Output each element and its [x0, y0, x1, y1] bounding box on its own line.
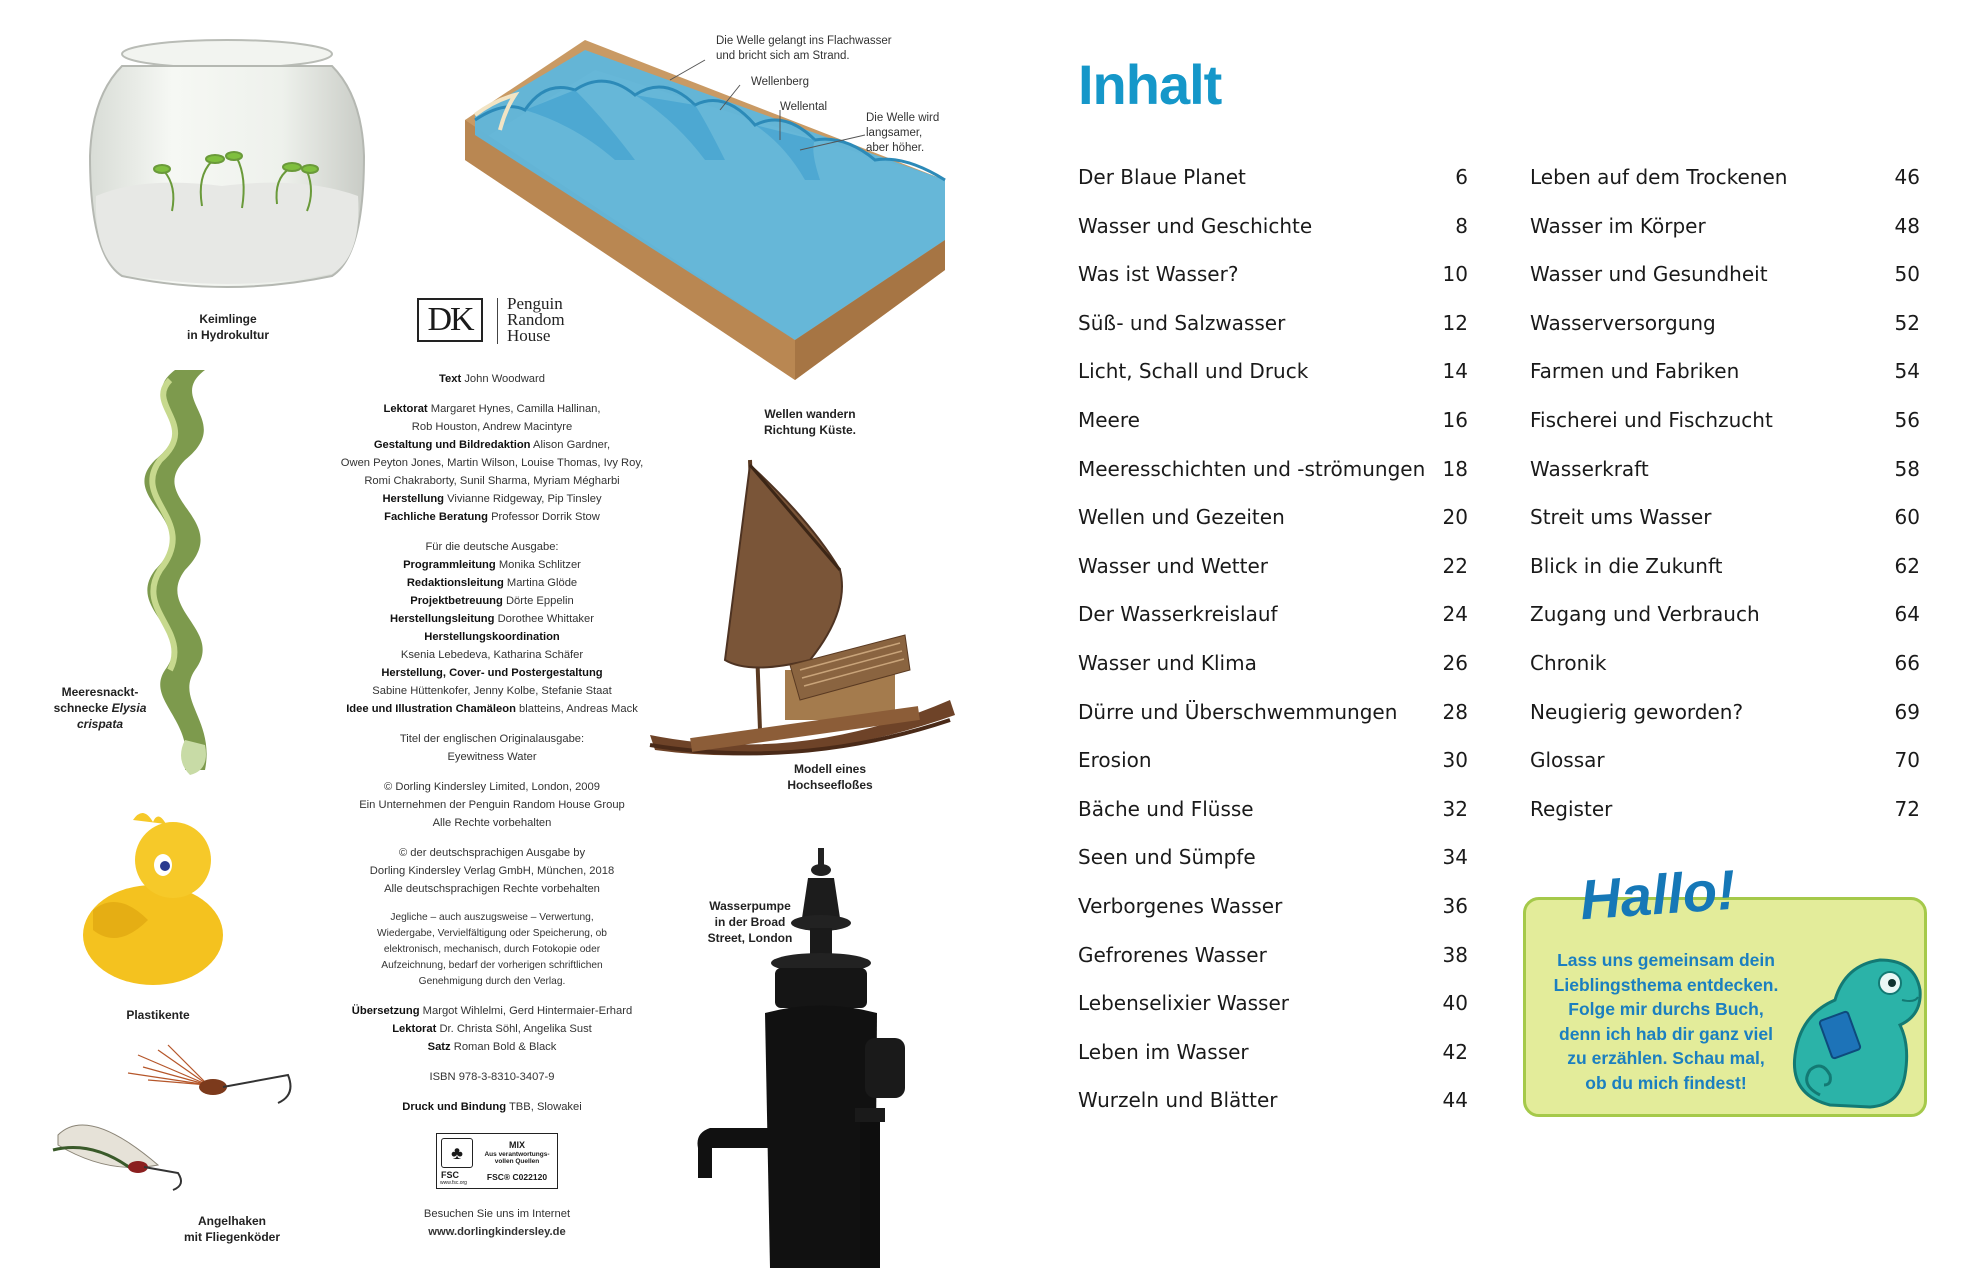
- sea-slug-caption: Meeresnackt- schnecke Elysia crispata: [53, 685, 147, 731]
- imprint-value: Dr. Christa Söhl, Angelika Sust: [439, 1023, 592, 1035]
- toc-entry[interactable]: [1530, 505, 1920, 554]
- toc-entry[interactable]: [1530, 214, 1920, 263]
- toc-entry-page: 40: [1442, 991, 1468, 1016]
- imprint-author: Text John Woodward: [439, 373, 545, 385]
- imprint-value: Professor Dorrik Stow: [491, 511, 600, 523]
- toc-entry[interactable]: [1078, 408, 1468, 457]
- toc-entry[interactable]: [1078, 1040, 1468, 1089]
- toc-entry[interactable]: [1530, 748, 1920, 797]
- toc-entry[interactable]: [1530, 602, 1920, 651]
- toc-entry-title: Der Blaue Planet: [1078, 165, 1246, 189]
- pump-caption: Wasserpumpe in der Broad Street, London: [707, 899, 793, 945]
- fsc-logo: [436, 1133, 558, 1189]
- toc-entry-page: 44: [1442, 1088, 1468, 1113]
- imprint-value: Monika Schlitzer: [498, 559, 581, 571]
- imprint-label: Herstellungskoordination: [424, 631, 560, 643]
- imprint-line: [322, 1002, 662, 1020]
- imprint-line: [322, 592, 662, 610]
- imprint-value: Alison Gardner,: [533, 439, 611, 451]
- waves-caption: Wellen wandern Richtung Küste.: [764, 407, 856, 437]
- toc-entry[interactable]: [1078, 651, 1468, 700]
- imprint-value: Dorothee Whittaker: [497, 613, 594, 625]
- toc-entry[interactable]: [1078, 505, 1468, 554]
- annotation-shallow-water: Die Welle gelangt ins Flachwasser und bricht sich am Strand.: [716, 35, 892, 62]
- toc-entry-page: 52: [1894, 310, 1920, 335]
- toc-entry-title: Wasser im Körper: [1530, 213, 1706, 238]
- seedling-jar-illustration: [82, 36, 372, 296]
- imprint-label: Gestaltung und Bildredaktion: [373, 439, 531, 451]
- toc-entry-title: Meeresschichten und -strömungen: [1078, 456, 1426, 481]
- toc-entry-title: Wasserkraft: [1530, 456, 1649, 481]
- toc-entry-title: Seen und Sümpfe: [1078, 845, 1256, 870]
- imprint-label: Redaktionsleitung: [406, 577, 504, 589]
- toc-entry-page: 30: [1442, 748, 1468, 773]
- imprint-isbn: ISBN 978-3-8310-3407-9: [429, 1071, 555, 1083]
- imprint-value: Roman Bold & Black: [453, 1041, 557, 1053]
- page-title: Inhalt: [1078, 53, 1222, 116]
- toc-entry-title: Wasser und Geschichte: [1078, 213, 1313, 238]
- toc-entry-page: 50: [1894, 262, 1920, 287]
- chameleon-mascot-icon: [1790, 945, 1930, 1115]
- toc-entry-title: Register: [1530, 796, 1613, 821]
- toc-entry-title: Bäche und Flüsse: [1078, 796, 1254, 821]
- imprint-line: [322, 646, 662, 664]
- imprint-original-title: Titel der englischen Originalausgabe: Eyewitness Water: [399, 733, 585, 763]
- toc-entry-title: Gefrorenes Wasser: [1078, 942, 1267, 967]
- toc-entry[interactable]: [1078, 262, 1468, 311]
- toc-entry-page: 32: [1442, 796, 1468, 821]
- imprint-line: [322, 472, 662, 490]
- fsc-site: www.fsc.org: [440, 1180, 467, 1186]
- toc-entry[interactable]: [1078, 1088, 1468, 1137]
- toc-entry-page: 60: [1894, 505, 1920, 530]
- toc-entry-page: 20: [1442, 505, 1468, 530]
- imprint-value: Romi Chakraborty, Sunil Sharma, Myriam Mégharbi: [364, 475, 620, 487]
- toc-entry[interactable]: [1078, 554, 1468, 603]
- imprint-line: [322, 574, 662, 592]
- toc-entry-title: Glossar: [1530, 748, 1605, 773]
- toc-entry-page: 14: [1442, 359, 1468, 384]
- toc-entry[interactable]: [1530, 311, 1920, 360]
- imprint-value: Sabine Hüttenkofer, Jenny Kolbe, Stefanie Staat: [372, 685, 612, 697]
- toc-entry[interactable]: [1078, 845, 1468, 894]
- toc-entry-title: Leben auf dem Trockenen: [1530, 165, 1788, 189]
- toc-entry-page: 70: [1894, 748, 1920, 773]
- toc-entry-title: Licht, Schall und Druck: [1078, 359, 1309, 384]
- fsc-tree-icon: ♣: [441, 1138, 473, 1168]
- toc-entry-title: Fischerei und Fischzucht: [1530, 407, 1773, 432]
- fsc-brand: FSC: [441, 1170, 459, 1180]
- imprint-line: [322, 556, 662, 574]
- rubber-duck-illustration: [78, 810, 228, 990]
- imprint-line: [322, 628, 662, 646]
- toc-entry-page: 72: [1894, 796, 1920, 821]
- toc-entry[interactable]: [1530, 700, 1920, 749]
- imprint-label: Herstellung: [382, 493, 444, 505]
- imprint-line: [322, 454, 662, 472]
- toc-entry-title: Wasserversorgung: [1530, 310, 1716, 335]
- imprint-label: Übersetzung: [351, 1005, 420, 1017]
- fishing-fly-caption: Angelhaken mit Fliegenköder: [183, 1214, 281, 1244]
- toc-entry[interactable]: [1530, 408, 1920, 457]
- imprint-block: [322, 370, 662, 1128]
- fishing-fly-illustration: [48, 1045, 298, 1205]
- toc-entry-title: Leben im Wasser: [1078, 1039, 1249, 1064]
- toc-entry-title: Farmen und Fabriken: [1530, 359, 1740, 384]
- toc-entry-title: Meere: [1078, 407, 1140, 432]
- imprint-label: Projektbetreuung: [410, 595, 503, 607]
- toc-entry-title: Verborgenes Wasser: [1078, 893, 1283, 918]
- toc-entry-page: 22: [1442, 553, 1468, 578]
- imprint-value: Ksenia Lebedeva, Katharina Schäfer: [400, 649, 584, 661]
- toc-entry-page: 64: [1894, 602, 1920, 627]
- imprint-line: [322, 1038, 662, 1056]
- seedlings-caption: Keimlinge in Hydrokultur: [186, 312, 269, 342]
- toc-entry-title: Wellen und Gezeiten: [1078, 505, 1285, 530]
- toc-entry-page: 6: [1455, 165, 1468, 189]
- imprint-copyright-uk: © Dorling Kindersley Limited, London, 2009 Ein Unternehmen der Penguin Random House Group Alle Rechte vorbehalten: [359, 781, 625, 829]
- toc-entry-title: Der Wasserkreislauf: [1078, 602, 1278, 627]
- toc-entry-page: 16: [1442, 407, 1468, 432]
- imprint-line: [322, 418, 662, 436]
- toc-entry[interactable]: [1530, 797, 1920, 846]
- toc-entry-page: 62: [1894, 553, 1920, 578]
- toc-entry-page: 8: [1455, 213, 1468, 238]
- toc-entry-title: Was ist Wasser?: [1078, 262, 1239, 287]
- toc-entry[interactable]: [1078, 311, 1468, 360]
- raft-illustration: [650, 460, 960, 765]
- imprint-label: Lektorat: [392, 1023, 437, 1035]
- toc-entry[interactable]: [1078, 214, 1468, 263]
- fsc-mix: MIX: [508, 1140, 525, 1150]
- hallo-title: Hallo!: [1577, 857, 1738, 932]
- imprint-value: Rob Houston, Andrew Macintyre: [411, 421, 573, 433]
- toc-entry-page: 48: [1894, 213, 1920, 238]
- penguin-random-house-logo: Penguin Random House: [507, 294, 565, 345]
- toc-entry[interactable]: [1530, 262, 1920, 311]
- toc-entry[interactable]: [1530, 165, 1920, 214]
- toc-entry[interactable]: [1530, 554, 1920, 603]
- imprint-group2: Für die deutsche Ausgabe: Programmleitung Monika Schlitzer Redaktionsleitung Martina Glöde Projektbetreuung Dörte Eppelin Herstellungsleitung Dorothee Whittaker Herstellungskoordination Ksenia Lebedeva, Katharina Schäfer Herstellung, Cover- und Postergestaltung Sabine Hüttenkofer, Jenny Kolbe, Stefanie Staat Idee und Illustration Chamäleon blatteins, Andreas Mack: [322, 538, 662, 718]
- imprint-label: Herstellung, Cover- und Postergestaltung: [381, 667, 603, 679]
- web-note: Besuchen Sie uns im Internet www.dorlingkindersley.de: [423, 1208, 571, 1238]
- toc-entry-page: 58: [1894, 456, 1920, 481]
- raft-caption: Modell eines Hochseefloßes: [787, 762, 873, 792]
- toc-entry-title: Blick in die Zukunft: [1530, 553, 1723, 578]
- toc-entry-page: 10: [1442, 262, 1468, 287]
- annotation-wave-crest: Wellenberg: [751, 76, 809, 88]
- toc-entry[interactable]: [1078, 165, 1468, 214]
- toc-entry-title: Zugang und Verbrauch: [1530, 602, 1760, 627]
- toc-entry-page: 18: [1442, 456, 1468, 481]
- duck-caption: Plastikente: [126, 1008, 190, 1022]
- toc-entry-page: 46: [1894, 165, 1920, 189]
- toc-entry[interactable]: [1078, 602, 1468, 651]
- toc-entry-title: Chronik: [1530, 650, 1607, 675]
- toc-entry[interactable]: [1078, 991, 1468, 1040]
- toc-entry-page: 34: [1442, 845, 1468, 870]
- toc-entry[interactable]: [1078, 359, 1468, 408]
- toc-entry[interactable]: [1078, 894, 1468, 943]
- toc-entry-page: 36: [1442, 893, 1468, 918]
- imprint-label: Herstellungsleitung: [390, 613, 495, 625]
- toc-entry[interactable]: [1530, 651, 1920, 700]
- toc-entry-title: Streit ums Wasser: [1530, 505, 1712, 530]
- toc-entry-title: Wurzeln und Blätter: [1078, 1088, 1278, 1113]
- annotation-wave-trough: Wellental: [780, 101, 828, 113]
- imprint-value: blatteins, Andreas Mack: [519, 703, 638, 715]
- toc-entry-page: 56: [1894, 407, 1920, 432]
- toc-entry-page: 28: [1442, 699, 1468, 724]
- imprint-value: Margot Wihlelmi, Gerd Hintermaier-Erhard: [422, 1005, 633, 1017]
- imprint-print: Druck und Bindung TBB, Slowakei: [402, 1101, 582, 1113]
- fsc-desc: Aus verantwortungs- vollen Quellen: [484, 1151, 550, 1165]
- imprint-label: Fachliche Beratung: [384, 511, 488, 523]
- imprint-line: [322, 400, 662, 418]
- toc-entry-page: 69: [1894, 699, 1920, 724]
- imprint-value: Martina Glöde: [506, 577, 578, 589]
- imprint-label: Satz: [427, 1041, 451, 1053]
- imprint-group3: [322, 1002, 662, 1056]
- annotation-wave-slower: Die Welle wird langsamer, aber höher.: [866, 112, 940, 154]
- toc-entry[interactable]: [1078, 457, 1468, 506]
- toc-entry[interactable]: [1078, 748, 1468, 797]
- toc-entry[interactable]: [1078, 943, 1468, 992]
- imprint-label: Idee und Illustration Chamäleon: [346, 703, 516, 715]
- toc-entry[interactable]: [1078, 700, 1468, 749]
- imprint-label: Programmleitung: [403, 559, 496, 571]
- imprint-value: Dörte Eppelin: [505, 595, 574, 607]
- imprint-copyright-de: © der deutschsprachigen Ausgabe by Dorling Kindersley Verlag GmbH, München, 2018 Alle deutschsprachigen Rechte vorbehalten: [369, 847, 615, 895]
- imprint-value: Vivianne Ridgeway, Pip Tinsley: [447, 493, 602, 505]
- toc-entry-title: Wasser und Klima: [1078, 650, 1257, 675]
- logo-divider: [497, 298, 498, 344]
- toc-entry-title: Erosion: [1078, 748, 1152, 773]
- imprint-legal: Jegliche – auch auszugsweise – Verwertung, Wiedergabe, Vervielfältigung oder Speicherung, ob elektronisch, mechanisch, durch Fotokopie oder Aufzeichnung, bedarf der vorherigen schriftlichen Genehmigung durch den Verlag.: [377, 912, 607, 987]
- imprint-line: [322, 700, 662, 718]
- toc-entry-page: 26: [1442, 650, 1468, 675]
- toc-entry-page: 66: [1894, 650, 1920, 675]
- imprint-line: [322, 682, 662, 700]
- toc-entry[interactable]: [1530, 457, 1920, 506]
- toc-column-right: [1530, 165, 1920, 845]
- imprint-value: Owen Peyton Jones, Martin Wilson, Louise Thomas, Ivy Roy,: [340, 457, 644, 469]
- toc-entry-page: 24: [1442, 602, 1468, 627]
- imprint-line: [322, 490, 662, 508]
- toc-column-left: [1078, 165, 1468, 1137]
- toc-entry-page: 54: [1894, 359, 1920, 384]
- imprint-value: Margaret Hynes, Camilla Hallinan,: [430, 403, 601, 415]
- fsc-code: FSC® C022120: [486, 1172, 548, 1182]
- toc-entry-page: 12: [1442, 310, 1468, 335]
- imprint-label: Lektorat: [383, 403, 428, 415]
- imprint-line: [322, 664, 662, 682]
- imprint-group1: [322, 400, 662, 526]
- toc-entry-title: Wasser und Gesundheit: [1530, 262, 1768, 287]
- toc-entry-title: Neugierig geworden?: [1530, 699, 1744, 724]
- imprint-line: [322, 1020, 662, 1038]
- imprint-line: [322, 610, 662, 628]
- imprint-line: [322, 508, 662, 526]
- toc-entry-page: 38: [1442, 942, 1468, 967]
- toc-entry-title: Dürre und Überschwemmungen: [1078, 699, 1398, 724]
- toc-entry-title: Lebenselixier Wasser: [1078, 991, 1290, 1016]
- toc-entry[interactable]: [1530, 359, 1920, 408]
- toc-entry-page: 42: [1442, 1039, 1468, 1064]
- hallo-text: Lass uns gemeinsam dein Lieblingsthema entdecken. Folge mir durchs Buch, denn ich hab dir ganz viel zu erzählen. Schau mal, ob du mich findest!: [1553, 950, 1779, 1093]
- toc-entry-title: Süß- und Salzwasser: [1078, 310, 1286, 335]
- toc-entry-title: Wasser und Wetter: [1078, 553, 1268, 578]
- imprint-line: [322, 436, 662, 454]
- toc-entry[interactable]: [1078, 797, 1468, 846]
- dk-logo: DK: [417, 298, 483, 342]
